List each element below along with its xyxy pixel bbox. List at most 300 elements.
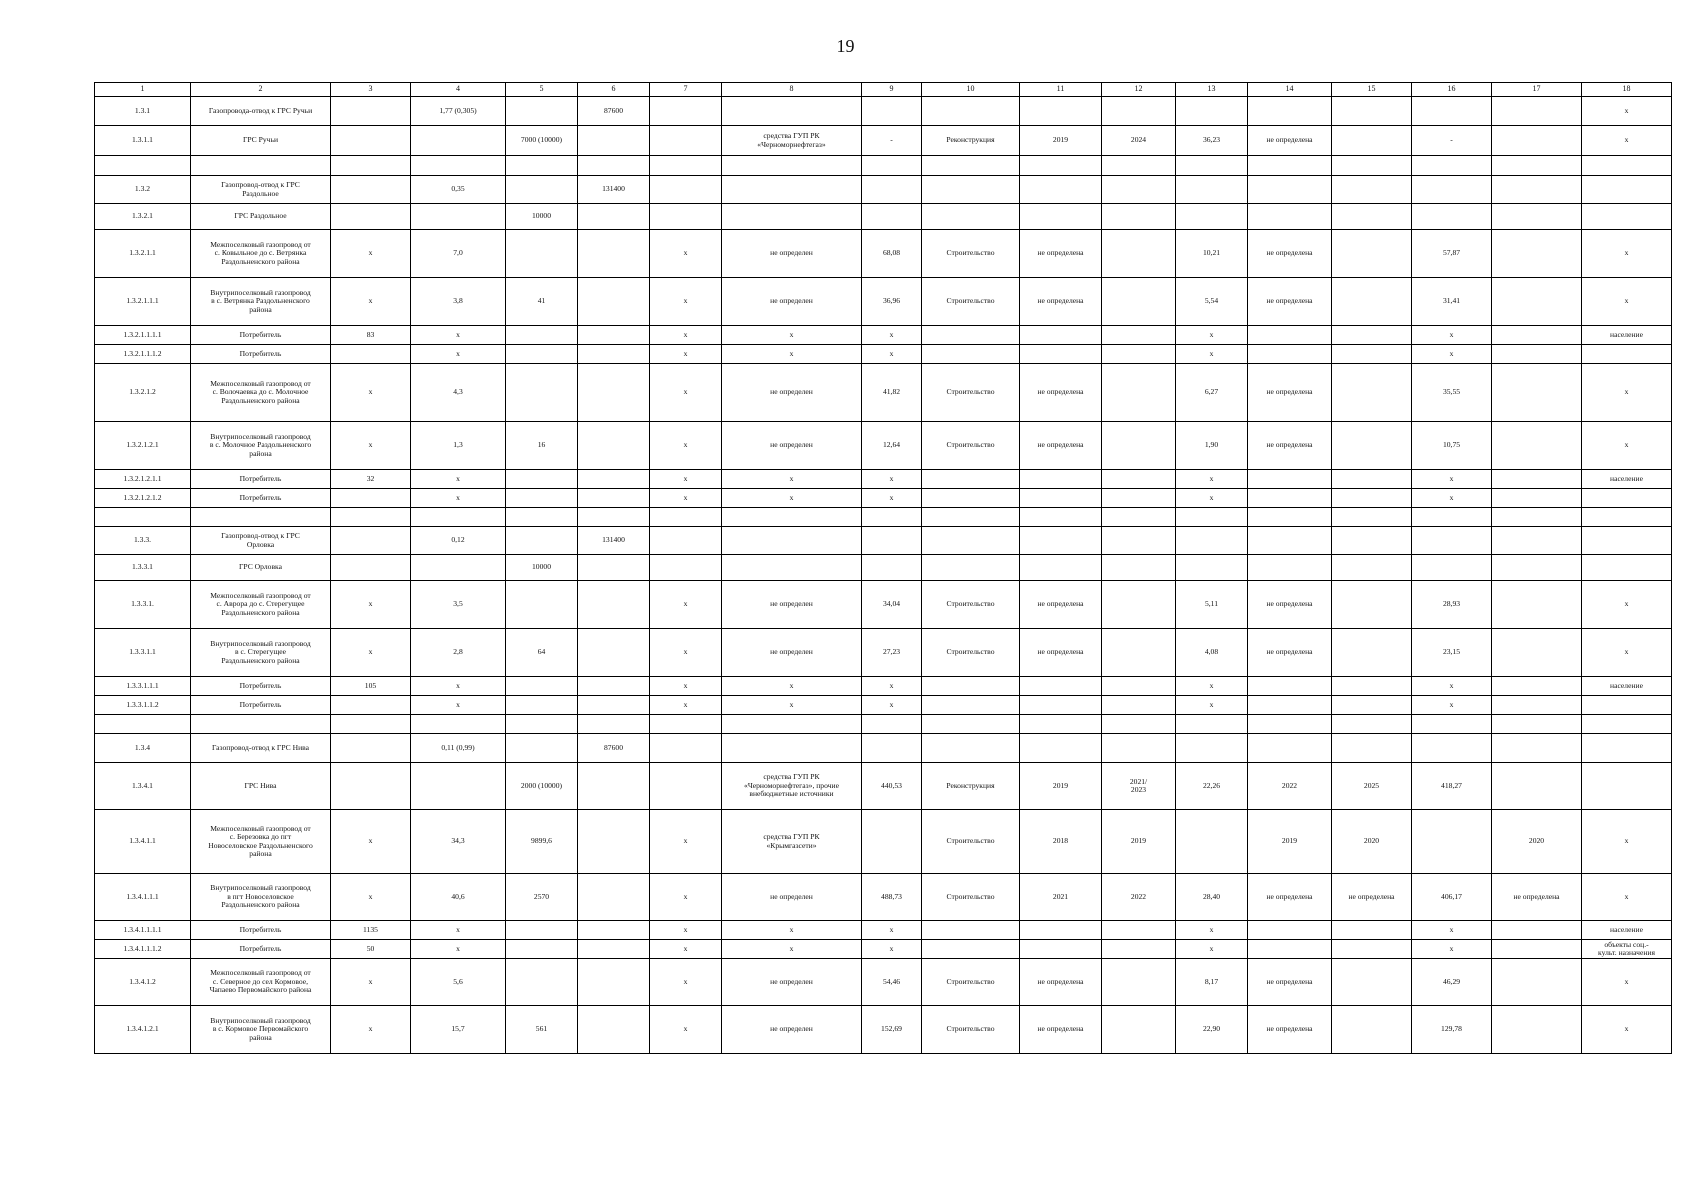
table-cell: Потребитель <box>191 326 331 345</box>
table-row <box>95 555 1672 581</box>
table-cell <box>578 555 650 581</box>
table-cell: х <box>411 677 506 696</box>
table-cell <box>1332 230 1412 278</box>
table-cell: ГРС Нива <box>191 763 331 810</box>
table-cell: 40,6 <box>411 874 506 921</box>
table-cell: х <box>1412 470 1492 489</box>
column-header: 6 <box>578 83 650 97</box>
table-cell <box>578 470 650 489</box>
column-header: 3 <box>331 83 411 97</box>
table-cell <box>862 204 922 230</box>
table-cell <box>1412 204 1492 230</box>
table-cell <box>862 715 922 734</box>
table-row <box>95 126 1672 156</box>
table-cell <box>506 176 578 204</box>
table-cell <box>1248 696 1332 715</box>
table-cell: х <box>411 696 506 715</box>
table-cell: не определен <box>722 1006 862 1054</box>
table-cell <box>1332 204 1412 230</box>
table-cell <box>1332 422 1412 470</box>
table-cell: Внутрипоселковый газопровод в с. Кормовое Первомайского района <box>191 1006 331 1054</box>
table-row <box>95 204 1672 230</box>
table-cell <box>922 696 1020 715</box>
table-cell: х <box>331 810 411 874</box>
table-cell <box>1492 97 1582 126</box>
table-cell <box>506 940 578 959</box>
table-cell: 87600 <box>578 734 650 763</box>
table-cell <box>1492 126 1582 156</box>
table-cell <box>411 156 506 176</box>
table-cell <box>578 696 650 715</box>
table-cell <box>578 204 650 230</box>
table-cell <box>1492 326 1582 345</box>
table-cell <box>1332 581 1412 629</box>
table-cell <box>1248 470 1332 489</box>
table-cell: 2019 <box>1102 810 1176 874</box>
table-cell <box>1020 527 1102 555</box>
table-cell: х <box>650 1006 722 1054</box>
table-cell: 32 <box>331 470 411 489</box>
table-cell: Межпоселковый газопровод от с. Ковыльное до с. Ветрянка Раздольненского района <box>191 230 331 278</box>
header-row <box>95 83 1672 97</box>
table-cell: не определен <box>722 581 862 629</box>
table-cell <box>411 763 506 810</box>
table-cell: 2,8 <box>411 629 506 677</box>
table-cell: не определена <box>1020 581 1102 629</box>
table-cell: 1.3.2.1.1.1 <box>95 278 191 326</box>
table-cell <box>1020 677 1102 696</box>
table-cell <box>1248 326 1332 345</box>
table-cell <box>922 156 1020 176</box>
column-header: 1 <box>95 83 191 97</box>
table-cell: х <box>722 345 862 364</box>
table-cell <box>506 527 578 555</box>
table-cell: население <box>1582 326 1672 345</box>
table-cell <box>650 715 722 734</box>
table-cell <box>1176 527 1248 555</box>
table-cell: Газопровод-отвод к ГРС Орловка <box>191 527 331 555</box>
table-cell: 0,35 <box>411 176 506 204</box>
table-cell: х <box>650 677 722 696</box>
table-cell <box>191 508 331 527</box>
table-cell <box>1582 345 1672 364</box>
table-cell <box>1332 921 1412 940</box>
table-cell: 2024 <box>1102 126 1176 156</box>
table-cell: 10000 <box>506 555 578 581</box>
table-cell <box>922 489 1020 508</box>
table-cell: х <box>862 345 922 364</box>
table-cell <box>1332 97 1412 126</box>
column-header: 9 <box>862 83 922 97</box>
table-cell: Реконструкция <box>922 763 1020 810</box>
table-cell <box>1582 734 1672 763</box>
table-cell <box>1020 326 1102 345</box>
table-cell: 57,87 <box>1412 230 1492 278</box>
table-cell <box>331 527 411 555</box>
table-cell: не определен <box>722 629 862 677</box>
table-cell: 0,11 (0,99) <box>411 734 506 763</box>
table-cell: 23,15 <box>1412 629 1492 677</box>
table-cell <box>922 715 1020 734</box>
table-cell: 1.3.1 <box>95 97 191 126</box>
table-cell: х <box>1176 921 1248 940</box>
table-cell: 10,75 <box>1412 422 1492 470</box>
table-cell <box>506 364 578 422</box>
table-cell <box>1176 97 1248 126</box>
table-row <box>95 422 1672 470</box>
table-cell <box>1020 734 1102 763</box>
table-cell: 10000 <box>506 204 578 230</box>
table-cell: не определена <box>1248 230 1332 278</box>
table-cell <box>506 921 578 940</box>
table-cell: х <box>862 470 922 489</box>
table-cell <box>1102 489 1176 508</box>
table-cell <box>411 204 506 230</box>
table-cell <box>411 126 506 156</box>
table-cell <box>922 940 1020 959</box>
table-cell: х <box>650 874 722 921</box>
table-cell <box>578 508 650 527</box>
table-cell <box>1102 422 1176 470</box>
table-cell: 27,23 <box>862 629 922 677</box>
table-row <box>95 677 1672 696</box>
table-cell <box>922 470 1020 489</box>
table-cell <box>1176 715 1248 734</box>
table-cell <box>650 555 722 581</box>
table-cell <box>506 326 578 345</box>
table-cell <box>922 527 1020 555</box>
table-cell: 1.3.3.1 <box>95 555 191 581</box>
table-cell: х <box>1176 489 1248 508</box>
table-cell <box>922 921 1020 940</box>
table-cell: Строительство <box>922 278 1020 326</box>
table-cell <box>922 176 1020 204</box>
table-row <box>95 959 1672 1006</box>
table-row <box>95 734 1672 763</box>
table-cell: х <box>411 940 506 959</box>
table-cell <box>1102 470 1176 489</box>
table-cell <box>722 527 862 555</box>
table-cell <box>1176 176 1248 204</box>
table-cell <box>722 555 862 581</box>
table-cell: 15,7 <box>411 1006 506 1054</box>
table-cell: 4,08 <box>1176 629 1248 677</box>
column-header: 5 <box>506 83 578 97</box>
table-cell: х <box>331 959 411 1006</box>
table-cell <box>1248 734 1332 763</box>
table-cell <box>1248 715 1332 734</box>
table-cell: не определена <box>1248 1006 1332 1054</box>
table-cell: 1.3.4.1 <box>95 763 191 810</box>
table-cell: х <box>650 696 722 715</box>
table-cell <box>1102 959 1176 1006</box>
table-cell: 1.3.2.1 <box>95 204 191 230</box>
table-cell: Газопровод-отвод к ГРС Нива <box>191 734 331 763</box>
table-cell <box>650 97 722 126</box>
table-cell: Межпоселковый газопровод от с. Березовка до пгт Новоселовское Раздольненского района <box>191 810 331 874</box>
table-cell <box>1492 555 1582 581</box>
table-cell <box>1492 940 1582 959</box>
column-header: 7 <box>650 83 722 97</box>
table-cell <box>1492 230 1582 278</box>
table-cell <box>722 734 862 763</box>
table-cell <box>1412 176 1492 204</box>
table-cell <box>1020 508 1102 527</box>
table-cell <box>1332 677 1412 696</box>
table-cell: 1.3.4.1.2.1 <box>95 1006 191 1054</box>
table-cell: х <box>1412 921 1492 940</box>
table-cell <box>1102 555 1176 581</box>
table-cell <box>1492 345 1582 364</box>
table-cell: Строительство <box>922 364 1020 422</box>
table-cell <box>578 230 650 278</box>
table-cell: Межпоселковый газопровод от с. Северное до сел Кормовое, Чапаево Первомайского района <box>191 959 331 1006</box>
table-cell <box>1412 715 1492 734</box>
table-cell: 131400 <box>578 527 650 555</box>
table-cell: х <box>722 326 862 345</box>
table-row <box>95 278 1672 326</box>
table-cell <box>1332 696 1412 715</box>
table-cell: 41 <box>506 278 578 326</box>
table-cell <box>331 715 411 734</box>
table-cell <box>1020 489 1102 508</box>
column-header: 10 <box>922 83 1020 97</box>
table-cell: 9899,6 <box>506 810 578 874</box>
table-row <box>95 176 1672 204</box>
table-cell <box>650 156 722 176</box>
table-cell: не определена <box>1020 364 1102 422</box>
table-cell: х <box>650 959 722 1006</box>
table-cell <box>1176 204 1248 230</box>
table-cell: 1.3.2.1.2 <box>95 364 191 422</box>
table-cell <box>331 97 411 126</box>
column-header: 15 <box>1332 83 1412 97</box>
table-cell <box>1492 763 1582 810</box>
table-cell <box>1102 715 1176 734</box>
table-cell <box>1492 1006 1582 1054</box>
table-cell <box>1582 156 1672 176</box>
table-cell <box>1248 489 1332 508</box>
table-cell <box>506 489 578 508</box>
table-cell: население <box>1582 677 1672 696</box>
table-cell: Потребитель <box>191 489 331 508</box>
table-cell: х <box>862 489 922 508</box>
table-cell <box>331 489 411 508</box>
table-cell: х <box>1582 959 1672 1006</box>
table-cell <box>578 1006 650 1054</box>
column-header: 2 <box>191 83 331 97</box>
table-cell: 1.3.3. <box>95 527 191 555</box>
table-cell: х <box>722 677 862 696</box>
table-cell <box>578 156 650 176</box>
table-cell: х <box>650 810 722 874</box>
table-cell <box>1102 156 1176 176</box>
table-cell: х <box>1582 1006 1672 1054</box>
table-cell: 3,8 <box>411 278 506 326</box>
table-cell: не определен <box>722 364 862 422</box>
table-row <box>95 629 1672 677</box>
table-cell <box>1582 176 1672 204</box>
table-cell: 1.3.4.1.2 <box>95 959 191 1006</box>
table-cell <box>191 156 331 176</box>
table-cell: 1.3.4.1.1.1 <box>95 874 191 921</box>
table-cell <box>578 581 650 629</box>
table-cell: 41,82 <box>862 364 922 422</box>
table-cell: население <box>1582 470 1672 489</box>
table-cell <box>1492 156 1582 176</box>
table-cell: х <box>1582 422 1672 470</box>
table-cell <box>331 763 411 810</box>
table-cell: 36,96 <box>862 278 922 326</box>
table-cell: 1.3.2.1.1 <box>95 230 191 278</box>
table-cell: х <box>650 629 722 677</box>
table-cell <box>1332 940 1412 959</box>
table-cell <box>331 156 411 176</box>
table-cell: 2021 <box>1020 874 1102 921</box>
table-cell: 1135 <box>331 921 411 940</box>
column-header: 14 <box>1248 83 1332 97</box>
table-cell: 1,3 <box>411 422 506 470</box>
table-cell <box>506 581 578 629</box>
table-cell <box>1492 734 1582 763</box>
table-cell <box>1102 629 1176 677</box>
table-cell <box>1020 176 1102 204</box>
table-row <box>95 696 1672 715</box>
table-cell <box>650 176 722 204</box>
table-cell: х <box>1582 230 1672 278</box>
table-cell: не определена <box>1020 278 1102 326</box>
table-cell: 5,11 <box>1176 581 1248 629</box>
table-cell: не определен <box>722 278 862 326</box>
table-cell: х <box>1582 126 1672 156</box>
table-cell <box>1332 176 1412 204</box>
table-cell <box>578 422 650 470</box>
table-cell <box>1020 97 1102 126</box>
table-cell <box>1332 345 1412 364</box>
table-row <box>95 940 1672 959</box>
table-cell <box>1332 734 1412 763</box>
table-cell: 1.3.4.1.1.1.2 <box>95 940 191 959</box>
table-cell <box>1020 204 1102 230</box>
table-cell <box>331 555 411 581</box>
table-cell: 1,77 (0,305) <box>411 97 506 126</box>
table-cell: 3,5 <box>411 581 506 629</box>
table-cell <box>1176 555 1248 581</box>
table-cell <box>1582 527 1672 555</box>
table-cell <box>1102 1006 1176 1054</box>
table-cell <box>1492 959 1582 1006</box>
table-cell <box>1332 278 1412 326</box>
table-row <box>95 470 1672 489</box>
table-cell: х <box>862 940 922 959</box>
table-cell: х <box>862 326 922 345</box>
table-cell: х <box>411 345 506 364</box>
table-cell: Строительство <box>922 874 1020 921</box>
column-header: 4 <box>411 83 506 97</box>
table-cell: х <box>331 629 411 677</box>
table-cell <box>1020 940 1102 959</box>
table-cell <box>922 734 1020 763</box>
table-cell: 1.3.2.1.1.1.1 <box>95 326 191 345</box>
table-cell <box>506 156 578 176</box>
table-cell <box>650 763 722 810</box>
table-cell <box>1492 422 1582 470</box>
table-cell: х <box>411 489 506 508</box>
table-cell <box>1176 810 1248 874</box>
table-cell: не определена <box>1248 874 1332 921</box>
table-cell: х <box>862 677 922 696</box>
table-cell: 4,3 <box>411 364 506 422</box>
table-cell: Потребитель <box>191 940 331 959</box>
table-cell <box>578 364 650 422</box>
table-cell: х <box>722 696 862 715</box>
table-cell: 31,41 <box>1412 278 1492 326</box>
table-cell <box>411 555 506 581</box>
table-cell: х <box>1582 581 1672 629</box>
table-cell: х <box>650 422 722 470</box>
table-cell <box>95 715 191 734</box>
table-cell: ГРС Раздольное <box>191 204 331 230</box>
table-cell: х <box>1412 326 1492 345</box>
table-cell: х <box>650 489 722 508</box>
table-cell: 406,17 <box>1412 874 1492 921</box>
table-cell: 2021/ 2023 <box>1102 763 1176 810</box>
table-cell <box>1102 734 1176 763</box>
table-cell: не определена <box>1020 230 1102 278</box>
table-cell <box>1102 345 1176 364</box>
table-cell: ГРС Ручьи <box>191 126 331 156</box>
table-cell <box>862 810 922 874</box>
table-cell <box>506 470 578 489</box>
table-cell <box>1492 204 1582 230</box>
table-cell <box>95 156 191 176</box>
table-cell: Потребитель <box>191 345 331 364</box>
table-cell: Газопровод-отвод к ГРС Раздольное <box>191 176 331 204</box>
table-cell: х <box>650 921 722 940</box>
table-cell <box>578 278 650 326</box>
table-cell: х <box>650 470 722 489</box>
table-cell <box>650 204 722 230</box>
table-cell <box>1020 345 1102 364</box>
table-cell <box>331 345 411 364</box>
table-cell <box>1412 97 1492 126</box>
table-cell: 87600 <box>578 97 650 126</box>
table-cell <box>578 677 650 696</box>
column-header: 11 <box>1020 83 1102 97</box>
table-cell <box>1248 345 1332 364</box>
table-cell: Внутрипоселковый газопровод в с. Ветрянка Раздольненского района <box>191 278 331 326</box>
table-cell <box>1102 677 1176 696</box>
table-cell <box>1248 677 1332 696</box>
table-cell <box>1582 715 1672 734</box>
data-table <box>94 82 1672 1054</box>
table-cell: 440,53 <box>862 763 922 810</box>
table-cell: х <box>1176 940 1248 959</box>
table-cell <box>1332 715 1412 734</box>
table-cell <box>578 940 650 959</box>
table-cell: х <box>650 230 722 278</box>
table-cell <box>331 696 411 715</box>
table-cell <box>578 810 650 874</box>
table-cell <box>1020 921 1102 940</box>
table-cell: 2020 <box>1332 810 1412 874</box>
table-cell: не определен <box>722 874 862 921</box>
table-cell: Строительство <box>922 810 1020 874</box>
column-header: 8 <box>722 83 862 97</box>
table-cell <box>506 734 578 763</box>
table-cell <box>1176 156 1248 176</box>
table-cell <box>578 959 650 1006</box>
